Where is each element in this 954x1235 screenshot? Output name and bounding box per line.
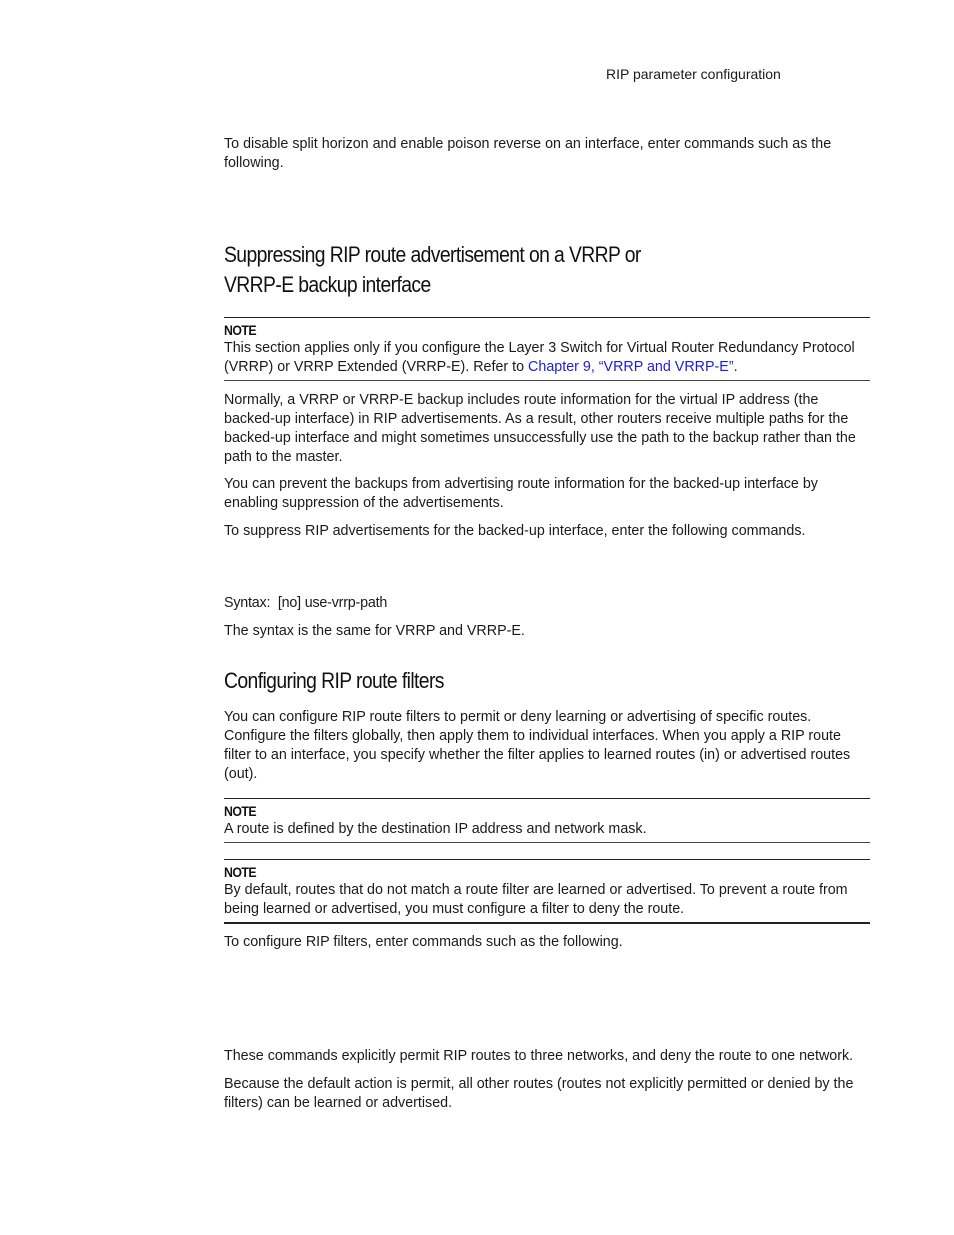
syntax-close-bracket: ] xyxy=(297,595,301,611)
note-text xyxy=(224,339,870,380)
note-vrrp-applicability xyxy=(224,317,870,381)
vrrp-backup-paragraph: Normally, a VRRP or VRRP-E backup includes route information for the virtual IP address (the backed-up interface) in RIP advertisements. As a result, other routers receive multiple paths for the backed-up interface and might sometimes unsuccessfully use the path to the backup rather than the path to the master. xyxy=(224,392,856,465)
running-header: RIP parameter configuration xyxy=(606,66,781,82)
note-text-after-link: . xyxy=(733,359,738,375)
intro-split-horizon-paragraph: To disable split horizon and enable poison reverse on an interface, enter commands such as the following. xyxy=(224,136,832,171)
syntax-command: use-vrrp-path xyxy=(304,595,388,611)
default-action-paragraph: Because the default action is permit, all other routes (routes not explicitly permitted or denied by the filters) can be learned or advertised. xyxy=(224,1076,854,1111)
section-title-line-2: VRRP-E backup interface xyxy=(224,272,431,297)
syntax-same-paragraph: The syntax is the same for VRRP and VRRP-E. xyxy=(224,623,525,639)
syntax-label: Syntax: xyxy=(224,595,271,611)
section-title-configuring-filters: Configuring RIP route filters xyxy=(224,668,444,693)
note-label: NOTE xyxy=(224,803,257,819)
syntax-open-bracket: [ xyxy=(277,595,282,611)
note-label: NOTE xyxy=(224,864,257,880)
chapter-9-vrrp-link[interactable]: Chapter 9, “VRRP and VRRP-E” xyxy=(528,359,734,375)
note-route-definition xyxy=(224,798,870,843)
note-default-routes xyxy=(224,859,870,924)
note-text-before-link: This section applies only if you configure the Layer 3 Switch for Virtual Router Redundancy Protocol (VRRP) or VRRP Extended (VRRP-E). Refer to xyxy=(224,340,855,375)
syntax-keyword-no: no xyxy=(281,595,298,611)
filters-intro-paragraph: You can configure RIP route filters to permit or deny learning or advertising of specific routes. Configure the filters globally, then apply them to individual interfaces. When you apply a RIP route filter to an interface, you specify whether the filter applies to learned routes (in) or advertised routes (out). xyxy=(224,709,851,782)
section-title-line-1: Suppressing RIP route advertisement on a VRRP or xyxy=(224,242,641,267)
prevent-backups-paragraph: You can prevent the backups from advertising route information for the backed-up interface by enabling suppression of the advertisements. xyxy=(224,476,818,511)
section-title-suppressing-rip xyxy=(224,240,878,300)
permit-deny-explanation-paragraph: These commands explicitly permit RIP routes to three networks, and deny the route to one network. xyxy=(224,1048,854,1064)
note-text: By default, routes that do not match a route filter are learned or advertised. To prevent a route from being learned or advertised, you must configure a filter to deny the route. xyxy=(224,882,848,917)
note-text: A route is defined by the destination IP address and network mask. xyxy=(224,821,647,837)
configure-filters-paragraph: To configure RIP filters, enter commands such as the following. xyxy=(224,934,623,950)
suppress-commands-paragraph: To suppress RIP advertisements for the backed-up interface, enter the following commands. xyxy=(224,523,806,539)
syntax-line xyxy=(224,594,387,613)
note-label: NOTE xyxy=(224,322,257,338)
